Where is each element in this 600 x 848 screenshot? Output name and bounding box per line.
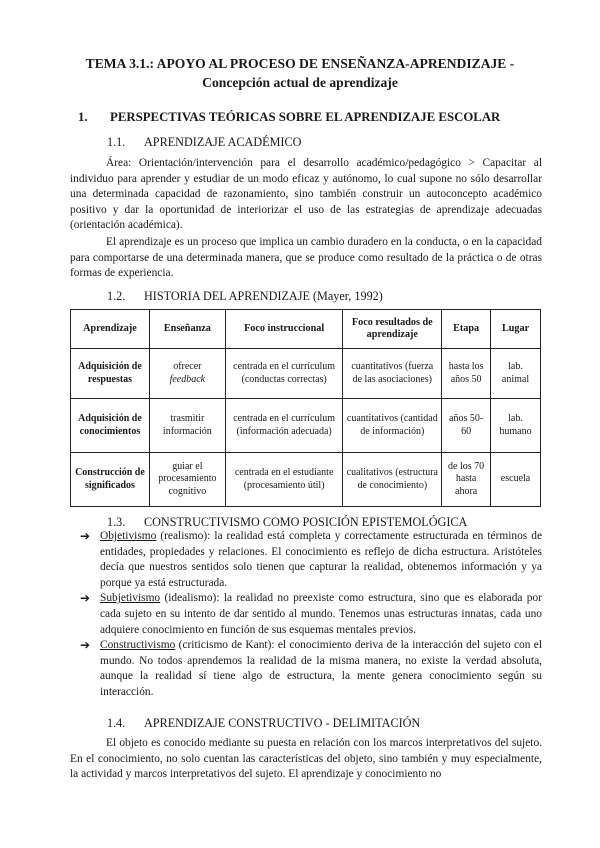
document-title [60, 54, 540, 92]
term-description: (criticismo de Kant): el conocimiento deriva de la interacción del sujeto con el mundo. No todos aprendemos la realidad de la misma manera, no existe la verdad absoluta, aunque la realidad sí tiene algo de estructura, la mente genera conocimiento según su interacción. [100, 639, 542, 698]
list-item-subjetivismo [78, 591, 542, 638]
row-header-cell: Adquisición de respuestas [71, 349, 150, 399]
term-description: (realismo): la realidad está completa y correctamente estructurada en términos de entidades, propiedades y relaciones. El conocimiento es reflejo de dicha estructura. Aristóteles decía que nuestros sentidos solo tienen que capturar la realidad, obtenemos información y ya porque ya está estructurada. [100, 530, 542, 589]
list-item-constructivismo [78, 638, 542, 700]
table-cell: hasta los años 50 [442, 349, 491, 399]
table-cell [149, 349, 225, 399]
term: Constructivismo [100, 639, 176, 652]
table-row [71, 399, 541, 453]
subsection-title: CONSTRUCTIVISMO COMO POSICIÓN EPISTEMOLÓGICA [144, 515, 468, 529]
row-header-cell: Adquisición de conocimientos [71, 399, 150, 453]
table-cell: años 50-60 [442, 399, 491, 453]
section-number: 1. [78, 110, 88, 124]
subsection-1-4-heading [107, 716, 420, 731]
table-header-row [71, 310, 541, 349]
term-description: (idealismo): la realidad no preexiste como estructura, sino que es elaborada por cada sujeto en su intento de dar sentido al mundo. Tenemos unas estructuras innatas, cada uno adquiere conocimiento en función de sus esquemas mentales previos. [100, 592, 542, 636]
cell-text: ofrecer [173, 361, 202, 372]
subsection-title: APRENDIZAJE CONSTRUCTIVO - DELIMITACIÓN [144, 716, 421, 730]
paragraph-constructive: El objeto es conocido mediante su puesta en relación con los marcos interpretativos del sujeto. En el conocimiento, no solo cuentan las características del objeto, sino también y muy especialmente, la actividad y marcos interpretativos del sujeto. El aprendizaje y conocimiento no [70, 737, 542, 781]
title-line-2: Concepción actual de aprendizaje [202, 75, 398, 90]
column-header: Enseñanza [149, 310, 225, 349]
table-cell: centrada en el estudiante (procesamiento útil) [225, 453, 343, 507]
paragraph-definition: El aprendizaje es un proceso que implica un cambio duradero en la conducta, o en la capacidad para comportarse de una determinada manera, que se produce como resultado de la práctica o de otras formas de experiencia. [70, 236, 542, 280]
table-cell: centrada en el currículum (conductas correctas) [225, 349, 343, 399]
column-header: Etapa [442, 310, 491, 349]
subsection-number: 1.1. [107, 135, 126, 149]
paragraph-area: Área: Orientación/intervención para el desarrollo académico/pedagógico > Capacitar al individuo para aprender y estudiar de un modo eficaz y autónomo, lo cual supone no sólo desarrollar una determinada capacidad de razonamiento, sino también construir un autoconcepto académico positivo y dar la oportunidad de interiorizar el uso de las estrategias de aprendizaje adecuadas (orientación académica). [70, 157, 542, 232]
epistemology-list [78, 529, 542, 701]
table-cell: guiar el procesamiento cognitivo [149, 453, 225, 507]
cell-text-italic: feedback [169, 373, 206, 385]
table-cell: escuela [491, 453, 541, 507]
term: Objetivismo [100, 530, 157, 542]
subsection-1-2-heading [107, 289, 383, 304]
column-header: Lugar [491, 310, 541, 349]
row-header-cell: Construcción de significados [71, 453, 150, 507]
history-table [70, 309, 541, 507]
column-header: Aprendizaje [71, 310, 150, 349]
table-cell: lab. humano [491, 399, 541, 453]
term: Subjetivismo [100, 592, 161, 605]
subsection-number: 1.3. [107, 515, 126, 529]
table-row [71, 349, 541, 399]
table-cell: centrada en el currículum (información adecuada) [225, 399, 343, 453]
section-title: PERSPECTIVAS TEÓRICAS SOBRE EL APRENDIZAJE ESCOLAR [110, 110, 501, 124]
column-header: Foco instruccional [225, 310, 343, 349]
table-cell: cuantitativos (fuerza de las asociaciones) [343, 349, 442, 399]
list-item-objetivismo [78, 529, 542, 591]
subsection-1-3-heading [107, 515, 467, 530]
arrow-right-icon: ➔ [80, 529, 91, 543]
table-cell: trasmitir información [149, 399, 225, 453]
arrow-right-icon: ➔ [80, 591, 91, 606]
table-cell: cuantitativos (cantidad de información) [343, 399, 442, 453]
table-cell: lab. animal [491, 349, 541, 399]
subsection-title: APRENDIZAJE ACADÉMICO [144, 135, 302, 149]
table-cell: cualitativos (estructura de conocimiento) [343, 453, 442, 507]
column-header: Foco resultados de aprendizaje [343, 310, 442, 349]
subsection-number: 1.2. [107, 289, 126, 303]
subsection-title: HISTORIA DEL APRENDIZAJE (Mayer, 1992) [144, 289, 383, 303]
section-1-heading [78, 110, 500, 125]
table-row [71, 453, 541, 507]
title-line-1: TEMA 3.1.: APOYO AL PROCESO DE ENSEÑANZA-APRENDIZAJE - [85, 56, 515, 71]
subsection-1-1-heading [107, 135, 301, 150]
subsection-number: 1.4. [107, 716, 126, 730]
table-cell: de los 70 hasta ahora [442, 453, 491, 507]
arrow-right-icon: ➔ [80, 638, 91, 653]
